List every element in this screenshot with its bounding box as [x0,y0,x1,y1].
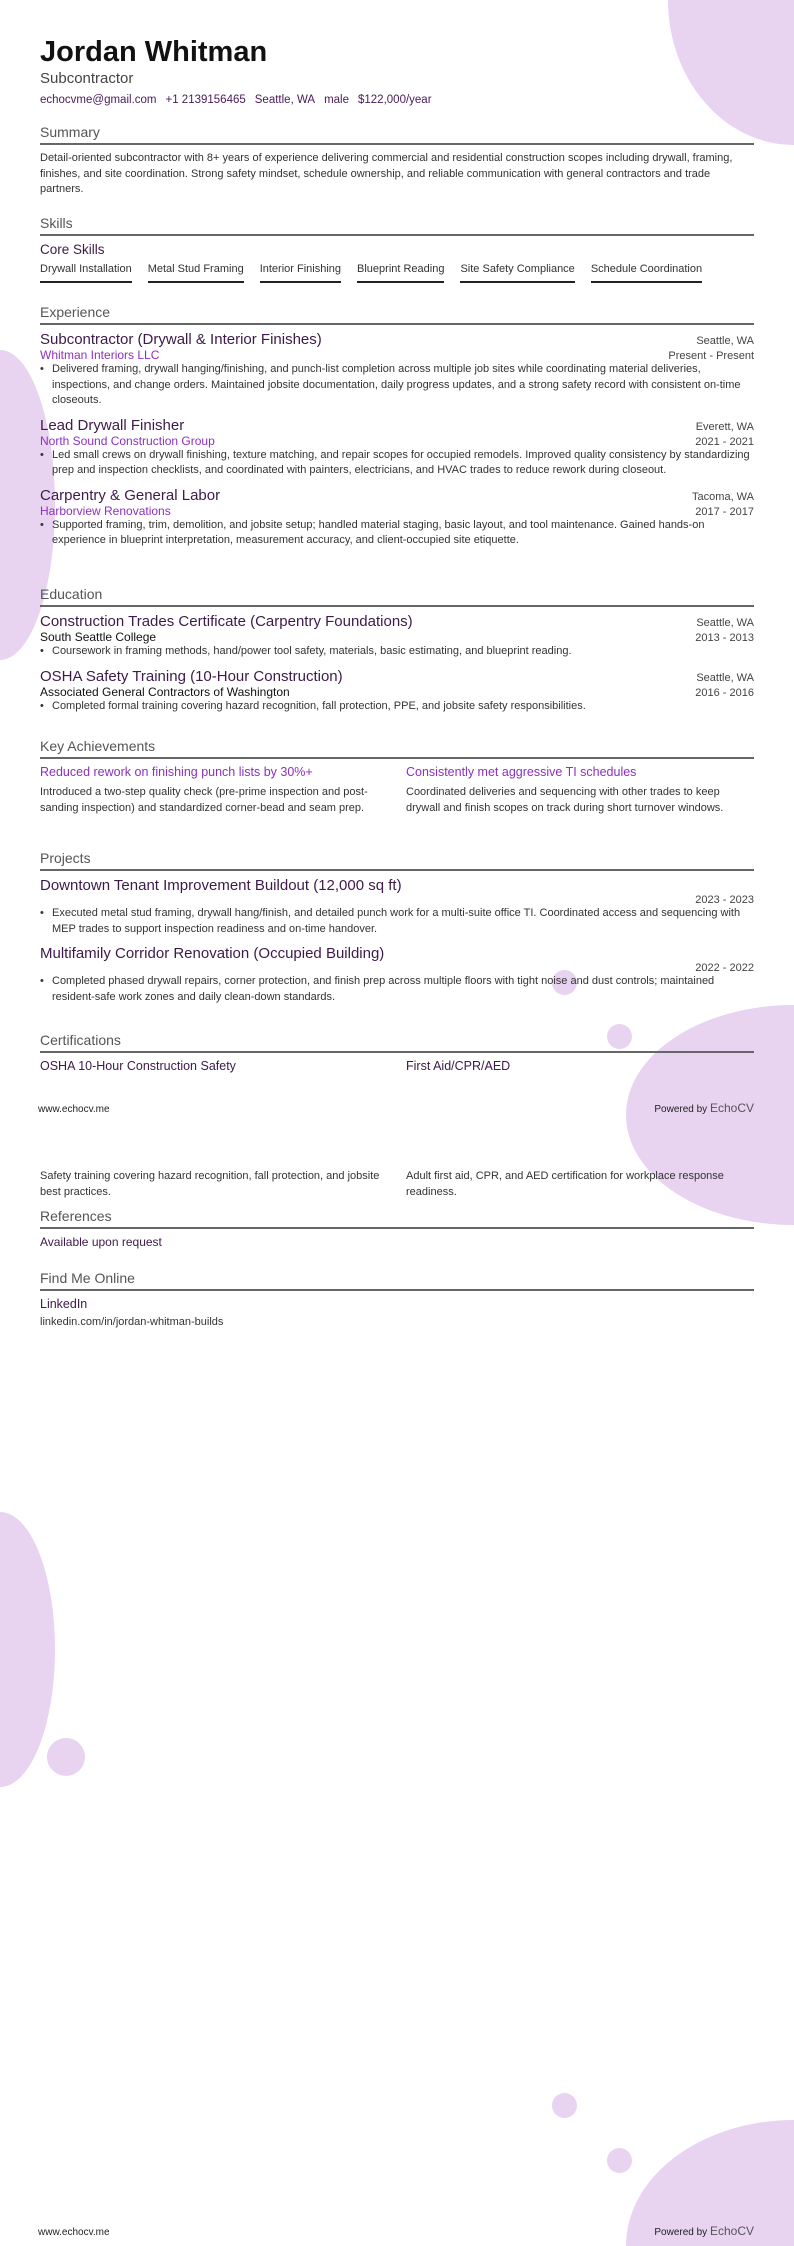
candidate-name: Jordan Whitman [40,36,268,68]
achievement-text: Introduced a two-step quality check (pre-prime inspection and post-sanding inspection) and standardized corner-bead and seam prep. [40,786,368,814]
job-title: Lead Drywall Finisher [40,416,185,434]
project-title: Downtown Tenant Improvement Buildout (12,000 sq ft) [40,877,402,894]
section-heading: Find Me Online [40,1270,754,1291]
decor-circle [47,1738,85,1776]
decor-circle [552,2093,577,2118]
edu-dates: 2016 - 2016 [695,686,754,699]
job-bullet: • Supported framing, trim, demolition, and jobsite setup; handled material staging, basic layout, and tool maintenance. Gained hands-on experience in blueprint interpretation, measurement accuracy, and client-occupied site etiquette. [40,518,754,549]
school: South Seattle College [40,630,157,644]
section-heading: Skills [40,215,754,236]
phone: +1 2139156465 [165,94,246,106]
skill-item: Schedule Coordination [591,263,702,283]
company: Whitman Interiors LLC [40,348,160,362]
achievement-title: Reduced rework on finishing punch lists by 30%+ [40,765,313,779]
references-section [40,1208,754,1249]
cert-text: Safety training covering hazard recognition, fall protection, and jobsite best practices. [40,1170,380,1198]
cert-title: First Aid/CPR/AED [406,1059,511,1073]
edu-dates: 2013 - 2013 [695,632,754,644]
job-bullet: • Led small crews on drywall finishing, texture matching, and repair scopes for occupied remodels. Improved quality consistency by standardizing prep and inspection checklists, and coordinated with painters, electricians, and HVAC trades to reduce rework during closeout. [40,448,754,479]
candidate-title: Subcontractor [40,70,134,87]
job-entry [40,487,754,549]
skill-item: Site Safety Compliance [460,263,574,283]
contact-line [40,94,441,106]
project-entry [40,945,754,1005]
project-bullet: • Executed metal stud framing, drywall hang/finish, and detailed punch work for a multi-suite office TI. Coordinated access and sequencing with MEP trades to support inspection readiness and on-time handover. [40,906,754,937]
edu-bullet: • Coursework in framing methods, hand/power tool safety, materials, basic estimating, and blueprint reading. [40,644,754,660]
skill-item: Drywall Installation [40,263,132,283]
edu-location: Seattle, WA [696,671,754,684]
education-entry [40,613,754,660]
cert-title: OSHA 10-Hour Construction Safety [40,1059,236,1073]
degree-title: Construction Trades Certificate (Carpentry Foundations) [40,613,413,630]
summary-section [40,124,754,198]
section-heading: Projects [40,850,754,871]
salary: $122,000/year [358,94,432,106]
section-heading: Education [40,586,754,607]
online-section [40,1270,754,1331]
section-heading: References [40,1208,754,1229]
projects-section [40,850,754,1013]
decor-blob [0,1512,55,1787]
summary-text: Detail-oriented subcontractor with 8+ years of experience delivering commercial and residential construction scopes including drywall, framing, finishes, and site coordination. Strong safety mindset, schedule ownership, and reliable communication with general contractors and trade partners. [40,152,733,195]
edu-bullet: • Completed formal training covering hazard recognition, fall protection, PPE, and jobsite safety responsibilities. [40,699,754,715]
project-dates: 2023 - 2023 [695,894,754,906]
job-dates: 2021 - 2021 [695,435,754,448]
powered-label: Powered by [654,2227,708,2238]
job-location: Everett, WA [695,420,754,433]
gender: male [324,94,349,106]
section-heading: Summary [40,124,754,145]
email[interactable]: echocvme@gmail.com [40,94,157,106]
powered-label: Powered by [654,1104,708,1115]
achievement-text: Coordinated deliveries and sequencing with other trades to keep drywall and finish scopes on track during short turnover windows. [406,786,724,814]
experience-section [40,304,754,557]
education-entry [40,668,754,715]
powered-by [654,1101,754,1115]
job-title: Carpentry & General Labor [40,486,221,504]
job-location: Tacoma, WA [692,490,754,503]
section-heading: Certifications [40,1032,754,1053]
brand-name: EchoCV [709,2224,754,2238]
section-heading: Key Achievements [40,738,754,759]
degree-title: OSHA Safety Training (10-Hour Construction) [40,667,343,685]
footer-site-link[interactable]: www.echocv.me [38,2227,110,2238]
job-bullet: • Delivered framing, drywall hanging/finishing, and punch-list completion across multiple job sites while coordinating material deliveries, inspections, and change orders. Maintained jobsite documentation, daily progress updates, and a strong safety record with consistent on-time closeouts. [40,362,754,409]
brand-name: EchoCV [709,1101,754,1115]
skill-item: Interior Finishing [260,263,341,283]
education-section [40,586,754,722]
achievement-item [406,765,754,816]
project-title: Multifamily Corridor Renovation (Occupied Building) [40,945,385,962]
skill-item: Blueprint Reading [357,263,444,283]
achievements-section [40,738,754,816]
company: Harborview Renovations [40,503,171,518]
skill-group-title: Core Skills [40,242,105,257]
job-title: Subcontractor (Drywall & Interior Finishes) [40,331,322,348]
footer-site-link[interactable]: www.echocv.me [38,1104,110,1115]
certifications-section [40,1032,754,1200]
job-dates: 2017 - 2017 [695,505,754,518]
linkedin-url[interactable]: linkedin.com/in/jordan-whitman-builds [40,1316,224,1328]
project-entry [40,877,754,937]
achievement-title: Consistently met aggressive TI schedules [406,765,637,779]
skills-section [40,215,754,283]
powered-by [654,2224,754,2238]
section-heading: Experience [40,304,754,325]
company: North Sound Construction Group [40,433,215,448]
school: Associated General Contractors of Washington [40,684,290,699]
job-entry [40,417,754,479]
linkedin-label: LinkedIn [40,1297,88,1311]
skill-item: Metal Stud Framing [148,263,244,283]
project-bullet: • Completed phased drywall repairs, corner protection, and finish prep across multiple floors with tight noise and dust controls; maintained resident-safe work zones and daily clean-down standards. [40,974,754,1005]
cert-text: Adult first aid, CPR, and AED certification for workplace response readiness. [406,1170,724,1198]
decor-circle [607,2148,632,2173]
project-dates: 2022 - 2022 [695,962,754,974]
job-entry [40,331,754,409]
job-dates: Present - Present [668,350,754,362]
achievement-item [40,765,388,816]
references-text: Available upon request [40,1235,162,1249]
job-location: Seattle, WA [696,335,754,347]
location: Seattle, WA [254,94,316,106]
edu-location: Seattle, WA [696,617,754,629]
